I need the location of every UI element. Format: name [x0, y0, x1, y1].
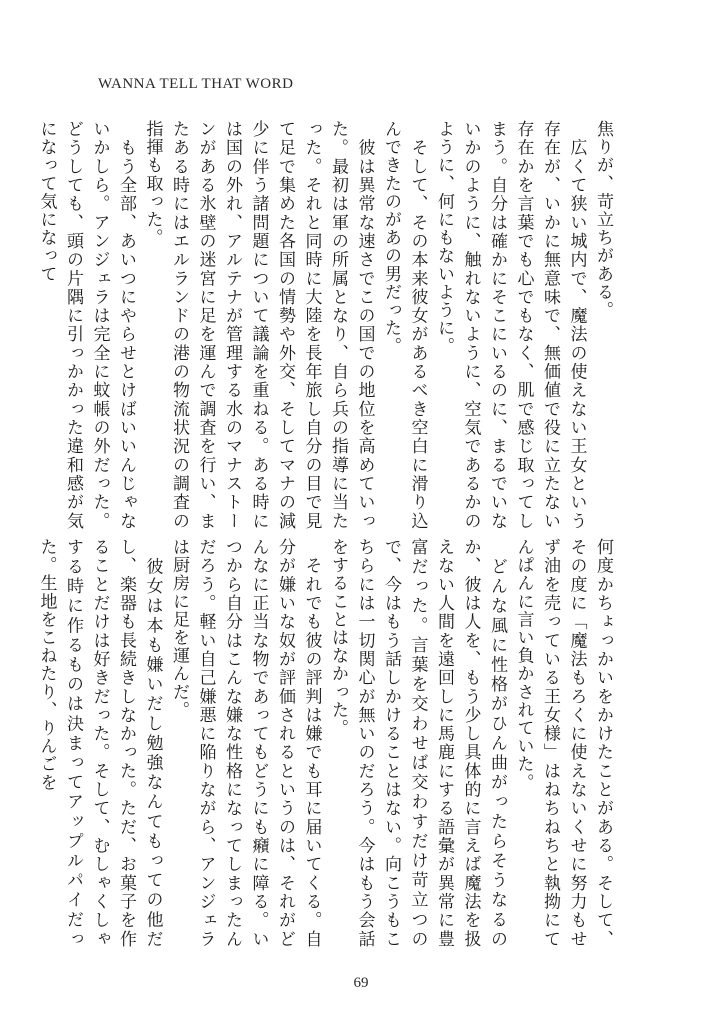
bottom-paragraph-4: 彼女は本も嫌いだし勉強なんてもっての他だし、楽器も長続きしなかった。ただ、お菓子を作ることだけは好きだった。そして、むしゃくしゃする時に作るものは決まってアップルパイだった。生地をこねたり、りんごを: [36, 538, 163, 948]
running-header: WANNA TELL THAT WORD: [98, 76, 294, 92]
bottom-paragraph-1: 何度かちょっかいをかけたことがある。そして、その度に「魔法もろくに使えないくせに努力もせず油を売っている王女様」はねちねちと執拗にてんぱんに言い負かされていた。: [513, 538, 613, 948]
page-number: 69: [353, 975, 369, 991]
top-paragraph-5: もう全部、あいつにやらせとけばいいんじゃないかしら。アンジェラは完全に蚊帳の外だった。どうしても、頭の片隅に引っかかった違和感が気になって気になって: [36, 120, 136, 530]
bottom-paragraph-3: それでも彼の評判は嫌でも耳に届いてくる。自分が嫌いな奴が評価されるというのは、それがどんなに正当な物であってもどうにも癪に障る。いつから自分はこんな嫌な性格になってしまったんだろう。軽い自己嫌悪に陥りながら、アンジェラは厨房に足を運んだ。: [169, 538, 322, 948]
bottom-text-block: [36, 538, 616, 948]
top-paragraph-2: 広くて狭い城内で、魔法の使えない王女という存在が、いかに無意味で、無価値で役に立たない存在かを言葉でも心でもなく、肌で感じ取ってしまう。自分は確かにそこにいるのに、まるでいないかのように、触れないように、空気であるかのように、何にもないように。: [434, 120, 587, 530]
top-paragraph-4: 彼は異常な速さでこの国での地位を高めていった。最初は軍の所属となり、自ら兵の指導に当たった。それと同時に大陸を長年旅し自分の目で見て足で集めた各国の情勢や外交、そしてマナの減少に伴う諸問題について議論を重ねる。ある時には国の外れ、アルテナが管理する水のマナストーンがある氷壁の迷宮に足を運んで調査を行い、またある時にはエルランドの港の物流状況の調査の指揮も取った。: [142, 120, 375, 530]
top-paragraph-1: 焦りが、苛立ちがある。: [593, 120, 613, 320]
top-paragraph-3: そして、その本来彼女があるべき空白に滑り込んできたのがあの男だった。: [381, 120, 428, 530]
top-text-block: [36, 120, 616, 530]
bottom-paragraph-2: どんな風に性格がひん曲がったらそうなるのか、彼は人を、もう少し具体的に言えば魔法を扱えない人間を遠回しに馬鹿にする語彙が異常に豊富だった。言葉を交わせば交わすだけ苛立つので、今はもう話しかけることはない。向こうもこちらには一切関心が無いのだろう。今はもう会話をすることはなかった。: [328, 538, 507, 948]
